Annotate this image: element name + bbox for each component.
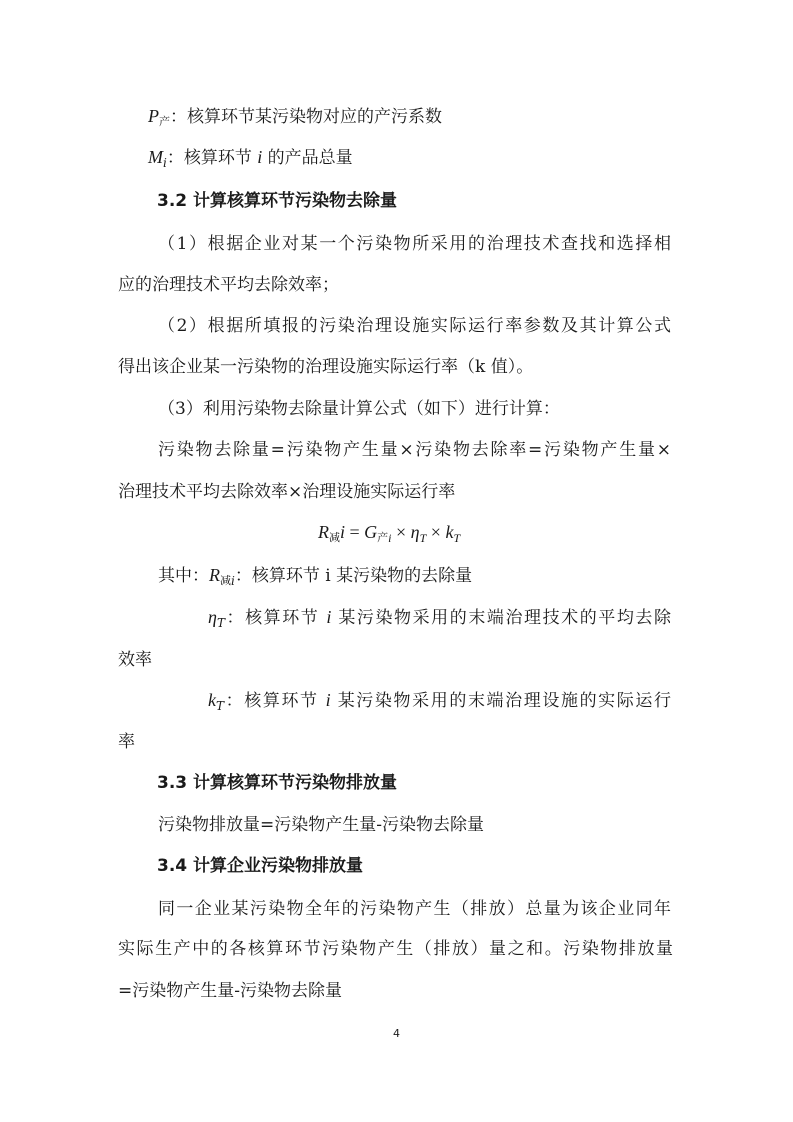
m-definition-i: i — [257, 147, 263, 167]
eta-symbol: η — [208, 607, 217, 627]
eta-subscript: T — [216, 616, 225, 630]
s34-line1: 同一企业某污染物全年的污染物产生（排放）总量为该企业同年 — [158, 899, 671, 919]
p-definition — [148, 104, 442, 134]
eta-i: i — [326, 607, 332, 627]
eq-times-1: × — [391, 522, 411, 542]
s32-item3: （3）利用污染物去除量计算公式（如下）进行计算： — [158, 399, 560, 419]
eta-text-a: ：核算环节 — [224, 608, 327, 628]
section-3-3-heading: 3.3 计算核算环节污染物排放量 — [157, 773, 398, 793]
removal-formula-line2: 治理技术平均去除效率×治理设施实际运行率 — [118, 482, 456, 502]
where-r-symbol: R — [209, 565, 220, 585]
eq-r-i: i — [340, 522, 346, 542]
s34-line2: 实际生产中的各核算环节污染物产生（排放）量之和。污染物排放量 — [118, 939, 673, 959]
m-definition-text-a: ：核算环节 — [166, 148, 258, 168]
p-symbol: P — [148, 106, 159, 126]
eq-times-2: × — [426, 522, 446, 542]
s32-item2-line1: （2）根据所填报的污染治理设施实际运行率参数及其计算公式 — [158, 316, 671, 336]
s32-item2-line2: 得出该企业某一污染物的治理设施实际运行率（k 值）。 — [118, 357, 534, 377]
m-definition — [148, 145, 353, 175]
eq-g: G — [364, 522, 378, 542]
k-i: i — [325, 690, 331, 710]
k-symbol: k — [208, 690, 216, 710]
eta-text-b: 某污染物采用的末端治理技术的平均去除 — [331, 608, 671, 628]
eq-eta: η — [410, 522, 420, 542]
k-definition-line1 — [208, 688, 671, 718]
where-r-text: ：核算环节 i 某污染物的去除量 — [234, 566, 473, 586]
section-3-4-heading: 3.4 计算企业污染物排放量 — [157, 856, 364, 876]
m-definition-text-b: 的产品总量 — [262, 148, 353, 168]
eq-r-sub: 减 — [329, 532, 340, 544]
page-number: 4 — [393, 1027, 400, 1040]
removal-equation — [318, 520, 460, 550]
m-symbol: M — [148, 147, 163, 167]
discharge-formula: 污染物排放量=污染物产生量-污染物去除量 — [158, 815, 484, 835]
s32-item1-line2: 应的治理技术平均去除效率； — [118, 275, 339, 295]
eq-r: R — [318, 522, 329, 542]
m-subscript: i — [163, 156, 167, 170]
where-r-line — [158, 563, 472, 593]
eq-g-i: i — [388, 531, 392, 545]
eq-k: k — [445, 522, 454, 542]
k-text-b: 某污染物采用的末端治理设施的实际运行 — [330, 691, 672, 711]
eq-eta-sub: T — [419, 531, 427, 545]
eq-k-sub: T — [453, 531, 461, 545]
k-text-a: ：核算环节 — [224, 691, 326, 711]
where-r-sub: 减 — [220, 574, 231, 587]
eq-g-sub: 产 — [377, 532, 389, 544]
eq-equals: = — [345, 522, 365, 542]
k-definition-line2: 率 — [118, 732, 135, 752]
p-definition-text: ：核算环节某污染物对应的产污系数 — [170, 107, 442, 127]
s32-item1-line1: （1）根据企业对某一个污染物所采用的治理技术查找和选择相 — [158, 234, 671, 254]
section-3-2-heading: 3.2 计算核算环节污染物去除量 — [157, 191, 398, 211]
removal-formula-line1: 污染物去除量=污染物产生量×污染物去除率=污染物产生量× — [158, 440, 671, 460]
k-subscript: T — [216, 699, 225, 713]
eta-definition-line2: 效率 — [118, 650, 152, 670]
p-subscript: 产 — [159, 115, 170, 128]
where-r-i: i — [231, 574, 235, 588]
s34-line3: =污染物产生量-污染物去除量 — [118, 981, 342, 1001]
where-prefix: 其中： — [158, 566, 209, 586]
eta-definition-line1 — [208, 605, 671, 635]
